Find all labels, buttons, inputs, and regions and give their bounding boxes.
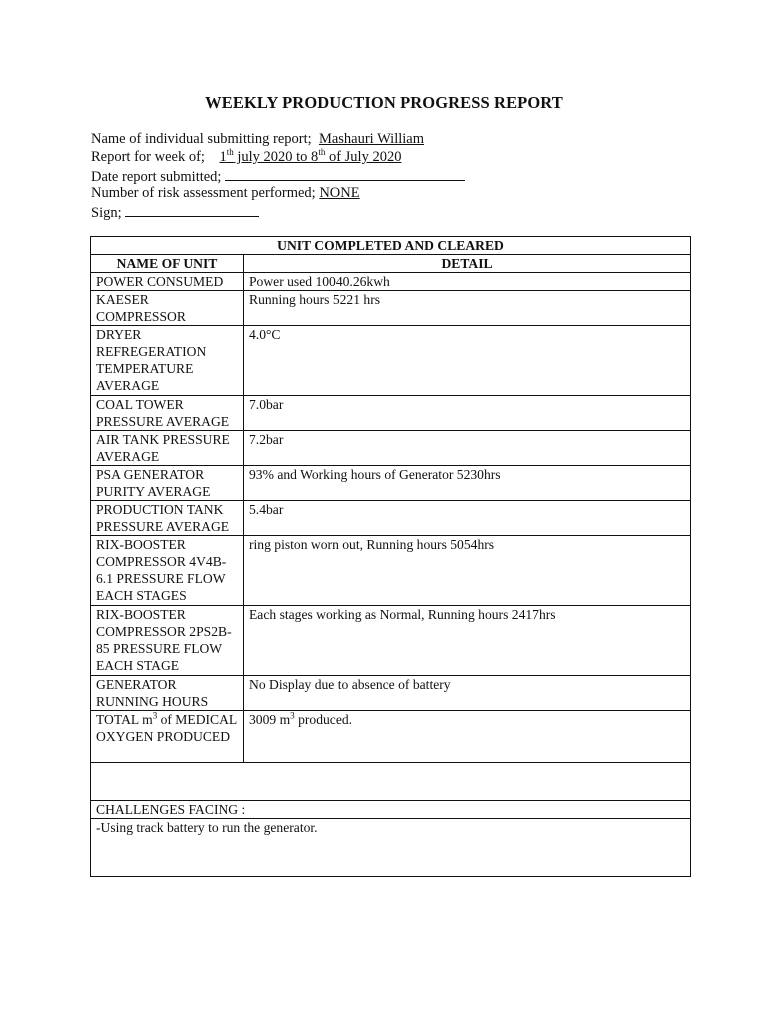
sign-label: Sign; bbox=[91, 205, 122, 221]
unit-cell: GENERATOR RUNNING HOURS bbox=[91, 676, 244, 711]
table-row bbox=[91, 606, 691, 676]
detail-cell: 4.0°C bbox=[244, 326, 691, 396]
units-table bbox=[90, 236, 691, 877]
detail-cell: 93% and Working hours of Generator 5230hrs bbox=[244, 466, 691, 501]
empty-cell bbox=[91, 763, 691, 801]
challenges-label: CHALLENGES FACING : bbox=[91, 801, 691, 819]
table-row bbox=[91, 273, 691, 291]
date-label: Date report submitted; bbox=[91, 169, 222, 185]
unit-cell: PRODUCTION TANK PRESSURE AVERAGE bbox=[91, 501, 244, 536]
detail-cell: Running hours 5221 hrs bbox=[244, 291, 691, 326]
unit-cell: POWER CONSUMED bbox=[91, 273, 244, 291]
detail-cell: 5.4bar bbox=[244, 501, 691, 536]
table-row-total bbox=[91, 711, 691, 763]
week-label: Report for week of; bbox=[91, 149, 205, 165]
table-row bbox=[91, 536, 691, 606]
table-header-row bbox=[91, 255, 691, 273]
unit-cell: COAL TOWER PRESSURE AVERAGE bbox=[91, 396, 244, 431]
table-row bbox=[91, 501, 691, 536]
table-row bbox=[91, 396, 691, 431]
empty-row bbox=[91, 763, 691, 801]
unit-cell: TOTAL $m^3$ of MEDICAL OXYGEN PRODUCED bbox=[91, 711, 244, 763]
detail-cell: Each stages working as Normal, Running hours 2417hrs bbox=[244, 606, 691, 676]
unit-cell: RIX-BOOSTER COMPRESSOR 2PS2B-85 PRESSURE FLOW EACH STAGE bbox=[91, 606, 244, 676]
unit-cell: AIR TANK PRESSURE AVERAGE bbox=[91, 431, 244, 466]
sign-blank bbox=[125, 202, 259, 217]
detail-cell: 3009 $m^3$ produced. bbox=[244, 711, 691, 763]
sign-line bbox=[91, 202, 259, 222]
submitter-value: Mashauri William bbox=[318, 131, 424, 147]
week-line bbox=[91, 148, 401, 166]
submitter-line bbox=[91, 130, 424, 148]
table-row bbox=[91, 326, 691, 396]
challenges-text-row bbox=[91, 819, 691, 877]
risk-value: NONE bbox=[319, 185, 360, 201]
unit-cell: RIX-BOOSTER COMPRESSOR 4V4B-6.1 PRESSURE FLOW EACH STAGES bbox=[91, 536, 244, 606]
table-caption: UNIT COMPLETED AND CLEARED bbox=[91, 237, 691, 255]
detail-cell: No Display due to absence of battery bbox=[244, 676, 691, 711]
table-row bbox=[91, 291, 691, 326]
col-detail-header: DETAIL bbox=[244, 255, 691, 273]
table-row bbox=[91, 676, 691, 711]
challenges-text: -Using track battery to run the generator. bbox=[91, 819, 691, 877]
detail-cell: 7.2bar bbox=[244, 431, 691, 466]
submitter-label: Name of individual submitting report; bbox=[91, 131, 312, 147]
detail-cell: Power used 10040.26kwh bbox=[244, 273, 691, 291]
report-title: WEEKLY PRODUCTION PROGRESS REPORT bbox=[205, 93, 563, 112]
risk-line bbox=[91, 184, 360, 202]
table-row bbox=[91, 431, 691, 466]
unit-cell: PSA GENERATOR PURITY AVERAGE bbox=[91, 466, 244, 501]
risk-label: Number of risk assessment performed; bbox=[91, 185, 316, 201]
table-caption-row bbox=[91, 237, 691, 255]
date-line bbox=[91, 166, 465, 186]
detail-cell: 7.0bar bbox=[244, 396, 691, 431]
unit-cell: DRYER REFREGERATION TEMPERATURE AVERAGE bbox=[91, 326, 244, 396]
detail-cell: ring piston worn out, Running hours 5054hrs bbox=[244, 536, 691, 606]
unit-cell: KAESER COMPRESSOR bbox=[91, 291, 244, 326]
date-blank bbox=[225, 166, 465, 181]
week-value: 1th july 2020 to 8th of July 2020 bbox=[219, 147, 402, 165]
challenges-label-row bbox=[91, 801, 691, 819]
table-row bbox=[91, 466, 691, 501]
col-unit-header: NAME OF UNIT bbox=[91, 255, 244, 273]
